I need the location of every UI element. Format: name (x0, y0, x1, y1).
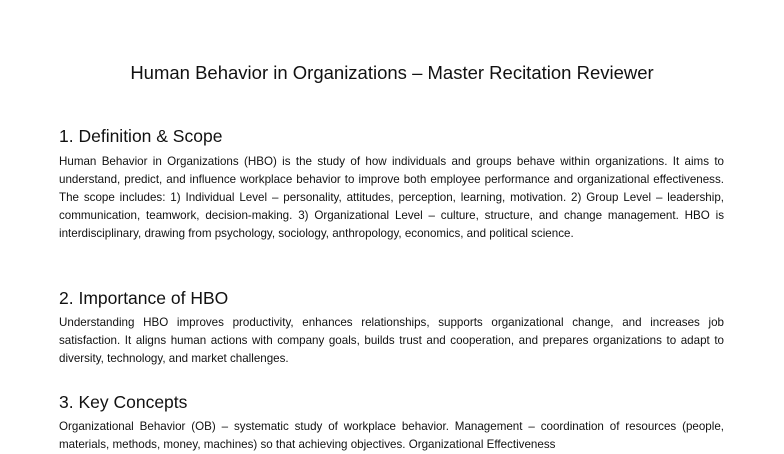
section-body-key-concepts: Organizational Behavior (OB) – systematic study of workplace behavior. Management – coordination of resources (people, materials, methods, money, machines) so that achieving objectives. Organizational Effectiveness (59, 420, 724, 452)
section-body-importance: Understanding HBO improves productivity, enhances relationships, supports organizational change, and increases job satisfaction. It aligns human actions with company goals, builds trust and cooperation, and prepares organizations to adapt to diversity, technology, and market challenges. (59, 316, 724, 366)
section-heading-definition: 1. Definition & Scope (59, 126, 223, 146)
section-body-definition: Human Behavior in Organizations (HBO) is the study of how individuals and groups behave within organizations. It aims to understand, predict, and influence workplace behavior to improve both employee performance and organizational effectiveness. The scope includes: 1) Individual Level – personality, attitudes, perception, learning, motivation. 2) Group Level – leadership, communication, teamwork, decision-making. 3) Organizational Level – culture, structure, and change management. HBO is interdisciplinary, drawing from psychology, sociology, anthropology, economics, and political science. (59, 155, 724, 241)
section-heading-key-concepts: 3. Key Concepts (59, 392, 188, 412)
section-heading-importance: 2. Importance of HBO (59, 288, 229, 308)
document-title: Human Behavior in Organizations – Master Recitation Reviewer (130, 62, 654, 83)
